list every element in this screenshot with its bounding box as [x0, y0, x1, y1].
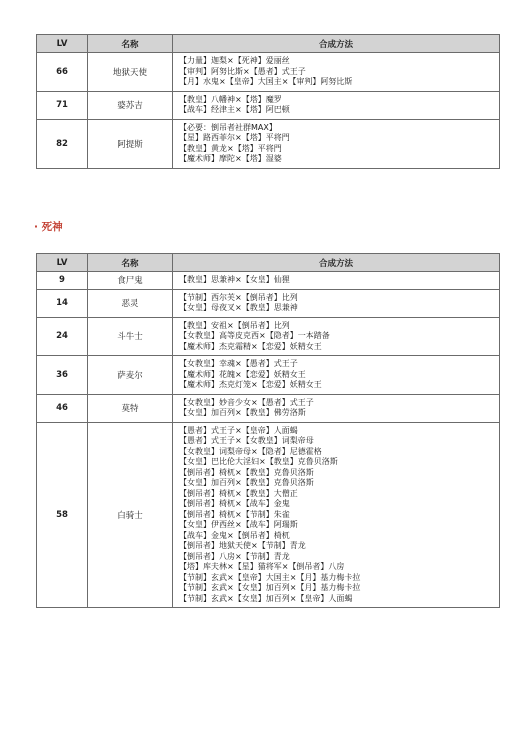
- row-recipe-cell: [173, 356, 500, 395]
- recipe-line: 【倒吊者】椅杌×【教皇】克鲁贝洛斯: [179, 467, 314, 477]
- recipe-line: 【教皇】安祖×【倒吊者】比列: [179, 320, 290, 330]
- row-level: 66: [37, 53, 88, 92]
- header-lv: LV: [37, 35, 88, 53]
- recipe-line: 【倒吊者】地狱天使×【节制】青龙: [179, 541, 306, 550]
- recipe-line: 【女皇】加百列×【教皇】佛劳洛斯: [179, 408, 306, 417]
- table-row: [37, 119, 500, 168]
- row-persona-name: 恶灵: [88, 289, 173, 317]
- header-lv: LV: [37, 254, 88, 272]
- recipe-line: 【女教皇】词梨帝母×【隐者】尼德霍格: [179, 446, 322, 456]
- fusion-table-death: [36, 253, 500, 608]
- table-header-row: [37, 35, 500, 53]
- row-persona-name: 白骑士: [88, 422, 173, 608]
- table-row: [37, 91, 500, 119]
- table-row: [37, 394, 500, 422]
- recipe-line: 【星】路西菲尔×【塔】平将門: [179, 133, 290, 142]
- recipe-line: 【审判】阿努比斯×【愚者】式王子: [179, 66, 306, 76]
- row-persona-name: 地狱天使: [88, 53, 173, 92]
- table-row: [37, 53, 500, 92]
- recipe-line: 【女教皇】幸魂×【愚者】式王子: [179, 359, 298, 368]
- fusion-table-upper: [36, 34, 500, 169]
- table-header-row: [37, 254, 500, 272]
- recipe-line: 【魔术师】摩陀×【塔】湿婆: [179, 154, 282, 163]
- row-persona-name: 萨麦尔: [88, 356, 173, 395]
- row-recipe-cell: [173, 91, 500, 119]
- recipe-line: 【女皇】伊西丝×【战车】阿瑞斯: [179, 520, 298, 529]
- row-level: 9: [37, 272, 88, 290]
- row-level: 82: [37, 119, 88, 168]
- recipe-line: 【战车】金鬼×【倒吊者】椅杌: [179, 530, 290, 540]
- recipe-line: 【倒吊者】椅杌×【教皇】大僧正: [179, 488, 298, 498]
- table-row: [37, 289, 500, 317]
- row-persona-name: 莫特: [88, 394, 173, 422]
- row-recipe-cell: [173, 272, 500, 290]
- row-level: 58: [37, 422, 88, 608]
- row-recipe-cell: [173, 422, 500, 608]
- recipe-line: 【愚者】式王子×【女教皇】词梨帝母: [179, 436, 314, 445]
- header-name: 名称: [88, 35, 173, 53]
- recipe-line: 【魔术师】花魄×【恋爱】妖精女王: [179, 369, 306, 379]
- recipe-line: 【塔】库夫林×【星】猫将军×【倒吊者】八房: [179, 562, 345, 571]
- header-recipe: 合成方法: [173, 254, 500, 272]
- recipe-line: 【女皇】母夜叉×【教皇】思兼神: [179, 303, 298, 312]
- row-recipe-cell: [173, 289, 500, 317]
- recipe-line: 【女教皇】妙音少女×【愚者】式王子: [179, 397, 314, 407]
- recipe-line: 【倒吊者】八房×【节制】青龙: [179, 551, 290, 561]
- row-persona-name: 阿提斯: [88, 119, 173, 168]
- row-recipe-cell: [173, 317, 500, 356]
- recipe-line: 【教皇】思兼神×【女皇】仙狸: [179, 275, 290, 284]
- row-persona-name: 食尸鬼: [88, 272, 173, 290]
- recipe-line: 【节制】西尔芙×【倒吊者】比列: [179, 292, 298, 302]
- table-row: [37, 272, 500, 290]
- recipe-line: 【战车】经津主×【塔】阿巴顿: [179, 105, 290, 114]
- recipe-line: 【节制】玄武×【女皇】加百列×【月】基力梅卡拉: [179, 583, 361, 592]
- recipe-line: 【教皇】八幡神×【塔】魔罗: [179, 94, 282, 104]
- header-recipe: 合成方法: [173, 35, 500, 53]
- recipe-line: 【女教皇】高等皮克西×【隐者】一本踏备: [179, 331, 330, 340]
- row-recipe-cell: [173, 394, 500, 422]
- recipe-line: 【倒吊者】椅杌×【节制】朱雀: [179, 509, 290, 519]
- recipe-line: 【节制】玄武×【皇帝】大国主×【月】基力梅卡拉: [179, 572, 361, 582]
- recipe-line: 【倒吊者】椅杌×【战车】金鬼: [179, 499, 290, 508]
- table-row: [37, 422, 500, 608]
- table-row: [37, 317, 500, 356]
- row-level: 14: [37, 289, 88, 317]
- recipe-line: 【魔术师】杰克灯笼×【恋爱】妖精女王: [179, 380, 322, 389]
- recipe-line: 【教皇】黄龙×【塔】平将門: [179, 143, 282, 153]
- row-recipe-cell: [173, 119, 500, 168]
- header-name: 名称: [88, 254, 173, 272]
- row-persona-name: 斗牛士: [88, 317, 173, 356]
- recipe-line: 【月】水鬼×【皇帝】大国主×【审判】阿努比斯: [179, 77, 353, 86]
- recipe-line: 【魔术师】杰克霜精×【恋爱】妖精女王: [179, 341, 322, 351]
- row-recipe-cell: [173, 53, 500, 92]
- row-level: 36: [37, 356, 88, 395]
- row-persona-name: 婆苏吉: [88, 91, 173, 119]
- row-level: 46: [37, 394, 88, 422]
- recipe-line: 【女皇】加百列×【教皇】克鲁贝洛斯: [179, 478, 314, 487]
- recipe-line: 【必要：倒吊者社群MAX】: [179, 122, 277, 132]
- section-title-death: · 死神: [34, 221, 63, 233]
- table-row: [37, 356, 500, 395]
- row-level: 71: [37, 91, 88, 119]
- recipe-line: 【愚者】式王子×【皇帝】人面蝎: [179, 425, 298, 435]
- recipe-line: 【女皇】巴比伦大淫妇×【教皇】克鲁贝洛斯: [179, 457, 338, 466]
- recipe-line: 【力量】迦梨×【死神】爱丽丝: [179, 56, 290, 65]
- recipe-line: 【节制】玄武×【女皇】加百列×【皇帝】人面蝎: [179, 593, 353, 603]
- row-level: 24: [37, 317, 88, 356]
